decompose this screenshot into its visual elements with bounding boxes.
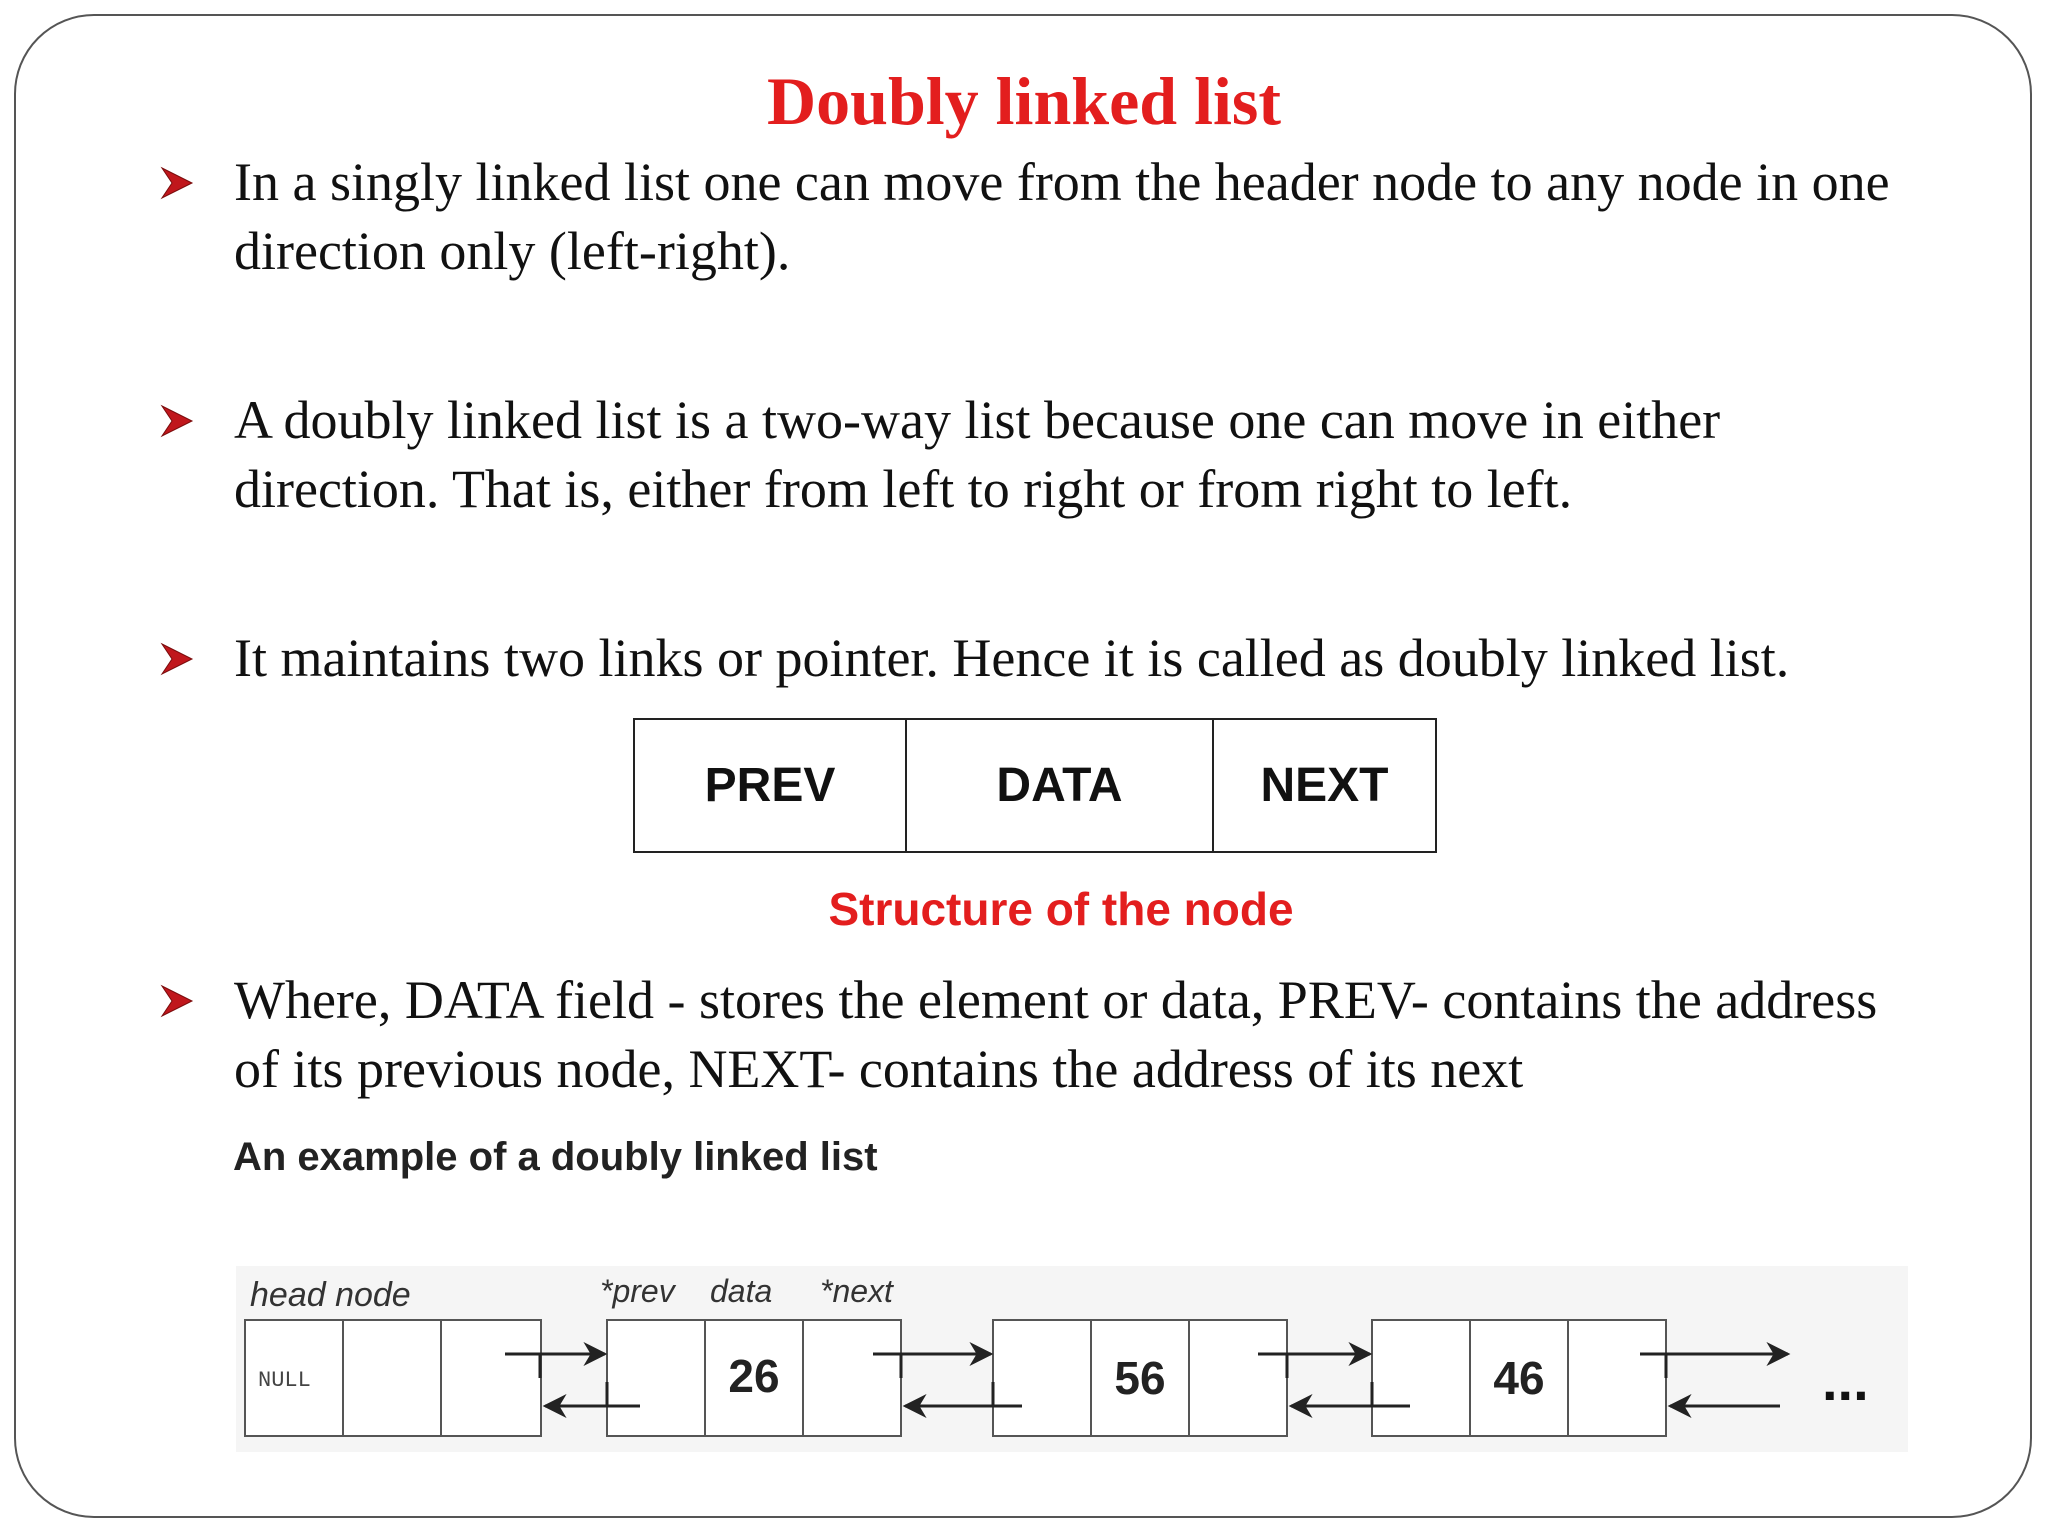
list-node [1372, 1320, 1666, 1436]
node-field-data: DATA [907, 720, 1214, 851]
null-label: NULL [258, 1368, 311, 1393]
prev-field-label: *prev [600, 1273, 675, 1309]
head-node-label: head node [250, 1276, 411, 1314]
data-field-label: data [710, 1273, 773, 1309]
bullet-3-text: It maintains two links or pointer. Hence it is called as doubly linked list. [234, 628, 1790, 688]
next-field-label: *next [820, 1273, 893, 1309]
list-node [607, 1320, 901, 1436]
slide-title: Doubly linked list [767, 63, 1281, 139]
bullet-1-text: In a singly linked list one can move from the header node to any node in one direction only (left-right). [234, 152, 1890, 281]
example-title: An example of a doubly linked list [233, 1135, 878, 1179]
bullet-2-text: A doubly linked list is a two-way list because one can move in either direction. That is, either from left to right or from right to left. [234, 390, 1721, 519]
node-value: 26 [728, 1350, 780, 1402]
ellipsis-indicator: ... [1822, 1349, 1869, 1412]
node-field-prev: PREV [635, 720, 907, 851]
node-value: 56 [1114, 1352, 1166, 1404]
node-value: 46 [1493, 1352, 1545, 1404]
list-node [993, 1320, 1287, 1436]
node-structure-caption: Structure of the node [828, 883, 1294, 935]
node-field-next: NEXT [1260, 759, 1389, 812]
bullet-4-text: Where, DATA field - stores the element or data, PREV- contains the address of its previous node, NEXT- contains the address of its next [234, 970, 1878, 1099]
head-node [245, 1320, 541, 1436]
